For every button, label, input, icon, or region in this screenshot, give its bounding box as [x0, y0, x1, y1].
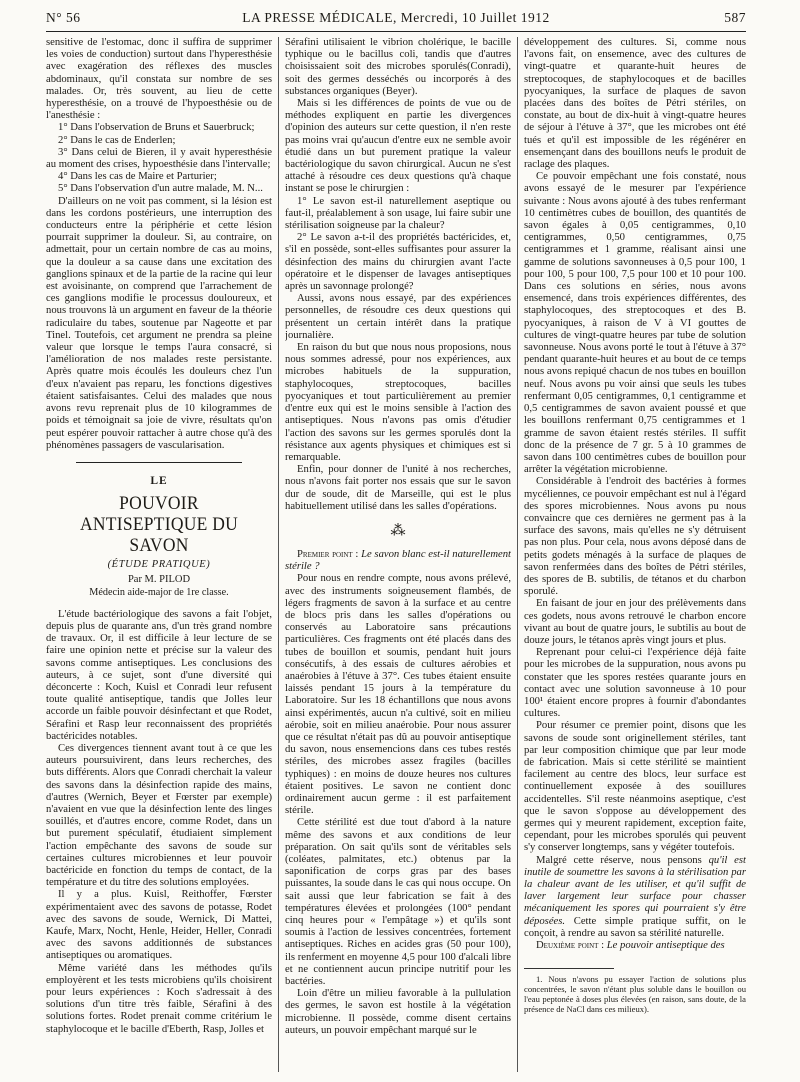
question-item: 1° Le savon est-il naturellement aseptique ou faut-il, préalablement à son usage, lui faire subir une stérilisation soigneuse par la chaleur?	[285, 195, 511, 232]
section-label: Premier point :	[297, 548, 359, 560]
section-heading	[285, 549, 511, 573]
paragraph: Ces divergences tiennent avant tout à ce que les auteurs poursuivirent, dans leurs recherches, des buts différents. Alors que Conradi cherchait la valeur des savons dans la désinfection rapide des mains, d'autres (Wernich, Beyer et Fœrster par exemple) n'avaient en vue que la désinfection lente des linges souillés, et d'autres encore, comme Rodet, dans un but purement spéculatif, étudiaient simplement l'action empêchante des savons de soude sur certaines cultures microbiennes et leur pouvoir bactéricide en fonction du temps de contact, de la température et du titre des solutions employées.	[46, 742, 272, 889]
paragraph: sensitive de l'estomac, donc il suffira de supprimer les voies de conduction) surtout dans l'hyperesthésie avec exagération des réflexes des muscles abdominaux, qu'il constata sur nombre de ses malades. Or, très souvent, au lieu de cette hyperesthésie, on a trouvé de l'hypoesthésie ou de l'anesthésie :	[46, 37, 272, 122]
column-divider	[517, 37, 518, 1072]
paragraph: L'étude bactériologique des savons a fait l'objet, depuis plus de quarante ans, d'un très grand nombre de travaux. Or, il est difficile à leur lecture de se faire une opinion nette et précise sur la valeur des savons comme antiseptiques. Les conclusions des auteurs, à ce sujet, sont d'une diversité qui déconcerte : Koch, Kuisl et Conradi leur refusent toute qualité antiseptique, tandis que Jolles leur accorde un faible pouvoir désinfectant et que Rodet, Sérafini et Rasp leur reconnaissent des propriétés bactéricides notables.	[46, 608, 272, 742]
paragraph: Il y a plus. Kuisl, Reithoffer, Fœrster expérimentaient avec des savons de potasse, Rodet avec des savons de soude, Wernick, Di Mattei, Kaufe, Marx, Nocht, Henle, Heider, Heller, Conradi avec des savons additionnés de substances antiseptiques ou aromatiques.	[46, 889, 272, 962]
paragraph-text: Cette simple pratique suffit, on le conçoit, à rendre au savon sa stérilité naturelle.	[524, 915, 746, 939]
paragraph-emphasis: qu'il est inutile de soumettre les savons à la stérilisation par la chaleur avant de les utiliser, et qu'il suffit de laver largement leur surface pour chasser mécaniquement les spores qui pourraient s'y être déposées.	[524, 854, 746, 927]
section-title: Le pouvoir antiseptique des	[606, 940, 725, 952]
paragraph: Pour résumer ce premier point, disons que les savons de soude sont originellement stériles, tant par leur composition chimique que par leur mode de fabrication. Mais si cette stérilité se maintient facilement au centre des blocs, leur surface est continuellement exposée à des souillures accidentelles. S'il reste néanmoins aseptique, c'est que le savon s'oppose au développement des germes qui y meurent rapidement, exception faite, cependant, pour les microbes sporulés qui peuvent s'y conserver longtemps, sans y végéter toutefois.	[524, 720, 746, 854]
paragraph: Enfin, pour donner de l'unité à nos recherches, nous n'avons fait porter nos essais que sur le savon dur de soude, dit de Marseille, qui est le plus habituellement utilisé dans les salles d'opérations.	[285, 464, 511, 512]
page-number: 587	[724, 10, 746, 25]
paragraph: développement des cultures. Si, comme nous l'avons fait, on ensemence, avec des cultures de vingt-quatre et quarante-huit heures de streptocoques, de staphylocoques et de bacilles pyocyaniques, la surface de plaques de savon placées dans des boîtes de Pétri stériles, on constate, au bout de dix-huit à vingt-quatre heures de séjour à l'étuve à 37°, que les microbes ont été tués et qu'il est impossible de les régénérer en ensemençant dans des bouillons neufs le produit de raclage des plaques.	[524, 37, 746, 171]
paragraph: En faisant de jour en jour des prélèvements dans ces godets, nous avons retrouvé le charbon encore vivant au bout de quatre jours, le subtilis au bout de douze jours, le tétanos après vingt jours et plus.	[524, 598, 746, 646]
paragraph: Considérable à l'endroit des bactéries à formes mycéliennes, ce pouvoir empêchant est nul à l'égard des spores microbiennes. Nous avons pu nous convaincre que ces dernières ne germent pas à la surface des savons, mais qu'elles ne s'y détruisent pas non plus. Pour cela, nous avons déposé dans de petits godets ménagés à la surface de plaques de savon renfermées dans des boîtes de Pétri stériles, des spores de B. subtilis, de tétanos et du charbon sporulé.	[524, 476, 746, 598]
article-label: LE	[150, 474, 168, 487]
question-item: 2° Le savon a-t-il des propriétés bactéricides, et, s'il en possède, sont-elles suffisantes pour assurer la désinfection des mains du chirurgien avant l'acte opératoire et le dispenser de lavages antiseptiques après un savonnage prolongé?	[285, 232, 511, 293]
paragraph: Ce pouvoir empêchant une fois constaté, nous avons essayé de le mesurer par l'expérience suivante : Nous avons ajouté à des tubes renfermant 10 centimètres cubes de bouillon, des quantités de savon égales à 0,05 centigrammes, 0,10 centigrammes, 0,50 centigrammes, 0,75 centigrammes et 1 gramme, réalisant ainsi une gamme de solutions savonneuses à 0,5 pour 100, 1 pour 100, 5 pour 100, 7,5 pour 100 et 10 pour 100. Dans ces solutions en séries, nous avons ensemencé, dans trois expériences différentes, des staphylocoques, des streptocoques et des B. pyocyaniques, à raison de V à VI gouttes de cultures de vingt-quatre heures par tube de solution savonneuse. Nous avons porté le tout à l'étuve à 37° pendant quarante-huit heures et au bout de ce temps nous avons repiqué chacun de nos tubes en bouillon neuf. Nous avons pu voir ainsi que seuls les tubes renfermant 0,05 centigrammes, 0,1 centigramme et 0,5 centigrammes de savon avaient poussé et que les bouillons renfermant 0,75 centigrammes et 1 gramme de savon étaient restés stériles. Il suffit donc de la présence de 7 gr. 5 à 10 grammes de savon dans 100 centimètres cubes de bouillon pour arrêter la végétation microbienne.	[524, 171, 746, 476]
footnote: 1. Nous n'avons pu essayer l'action de solutions plus concentrées, le savon n'étant plus soluble dans le bouillon ou l'eau peptonée à doses plus élevées (en raison, sans doute, de la présence de NaCl dans ces milieux).	[524, 974, 746, 1015]
article-title: POUVOIR ANTISEPTIQUE DU SAVON	[79, 493, 239, 557]
article-affiliation: Médecin aide-major de 1re classe.	[89, 586, 229, 598]
section-heading	[524, 940, 746, 952]
running-head	[46, 10, 746, 30]
footnote-rule	[524, 968, 614, 969]
column-divider	[278, 37, 279, 1072]
paragraph: Pour nous en rendre compte, nous avons prélevé, avec des instruments soigneusement flambés, de légers fragments de savon à la surface et au centre de blocs pris dans les salles d'opérations ou conservés au Laboratoire sans précautions particulières. Ces fragments ont été placés dans des tubes de bouillon et soumis, pendant huit jours consécutifs, à des essais de cultures aérobies et anaérobies à l'étuve à 37°. Ces tubes étaient ensuite laissés pendant 15 jours à la température du Laboratoire. Sur les 18 échantillons que nous avons ainsi expérimentés, aucun n'a cultivé, soit en milieu aérobie, soit en milieu anaérobie. Pour nous assurer que ce résultat n'était pas dû au pouvoir antiseptique du savon, nous ensemencions dans ces tubes restés stériles, des microbes assez fragiles (bacilles typhiques) : en moins de douze heures nos cultures étaient positives. Le savon ne contient donc ordinairement aucun germe : il est parfaitement stérile.	[285, 573, 511, 817]
section-title: Le savon blanc est-il naturellement stérile ?	[285, 548, 511, 573]
list-item: 4° Dans les cas de Maire et Parturier;	[58, 171, 217, 183]
asterism-separator: ⁂	[390, 522, 406, 539]
section-label: Deuxième point :	[536, 940, 605, 952]
journal-title: LA PRESSE MÉDICALE, Mercredi, 10 Juillet 1912	[242, 10, 550, 25]
paragraph	[524, 855, 746, 940]
paragraph: Cette stérilité est due tout d'abord à la nature même des savons et aux conditions de leur préparation. On sait qu'ils sont de véritables sels (coléates, palmitates, etc.) obtenus par la saponification de corps gras par des bases puissantes, la soude dans le cas qui nous occupe. On sait aussi que leur fabrication se fait à des températures élevées et prolongées (100° pendant cinq heures pour « l'empâtage ») et qu'ils sont soumis à l'action de lessives concentrées, fortement antiseptiques. Riches en acides gras (50 pour 100), ils renferment en moyenne 4,5 pour 100 d'alcali libre et ne contiennent aucun principe nutritif pour les bactéries.	[285, 817, 511, 988]
paragraph: Sérafini utilisaient le vibrion cholérique, le bacille typhique ou le bacillus coli, tandis que d'autres choisissaient soit des microbes sporulés(Conradi), soit des germes desséchés ou incorporés à des substances organiques (Beyer).	[285, 37, 511, 97]
column-1	[46, 37, 272, 1075]
issue-number: N° 56	[46, 10, 81, 25]
article-author: Par M. PILOD	[127, 574, 191, 586]
list-item: 2° Dans le cas de Enderlen;	[58, 134, 176, 146]
paragraph-text: Malgré cette réserve, nous pensons	[536, 854, 709, 866]
article-separator	[76, 462, 242, 463]
paragraph: En raison du but que nous nous proposions, nous nous sommes adressé, pour nos expériences, aux microbes habituels de la suppuration, staphylocoques, streptocoques, bacilles pyocyaniques et tout particulièrement au premier d'entre eux qui est le moins sensible à l'action des antiseptiques. Nous n'avons pas omis d'étudier l'action des savons sur les germes sporulés dont la résistance aux agents physiques et chimiques est si remarquable.	[285, 342, 511, 463]
paragraph: Aussi, avons nous essayé, par des expériences personnelles, de résoudre ces deux questions qui présentent un certain intérêt dans la pratique journalière.	[285, 293, 511, 341]
header-rule	[46, 31, 746, 32]
paragraph: Même variété dans les méthodes qu'ils employèrent et les tests microbiens qu'ils choisirent pour leurs expériences : Koch s'adressait à des solutions d'un titre très faible, Sérafini à des solutions fortes. Rodet prenait comme critérium le staphylocoque et le bacille d'Eberth, Rasp, Jolles et	[46, 962, 272, 1035]
list-item: 5° Dans l'observation d'un autre malade, M. N...	[58, 183, 263, 195]
paragraph: D'ailleurs on ne voit pas comment, si la lésion est dans les cordons postérieurs, une interruption des conducteurs entre la périphérie et cette lésion pourrait supprimer la douleur. Si, au contraire, on admettait, pour un certain nombre de cas au moins, que la douleur a sa cause dans une excitation des ganglions spinaux et de la partie de la racine qui leur est avoisinante, on comprend que l'arrachement de ces ganglions modifie le processus douloureux, et nous trouvons là un argument en faveur de la théorie radiculaire du tabes, soutenue par Nageotte et par Tinel. Toutefois, cet argument ne prendra sa pleine valeur que lorsque le temps l'aura consacré, si l'amélioration de nos malades reste persistante. Après quatre mois écoulés les douleurs chez l'un d'eux n'avaient pas reparu, les fonctions digestives étaient satisfaisantes. Celui des malades que nous avons revu reprenait plus de 10 kilogrammes de poids et témoignait sa joie de vivre, résultats qu'on peut espérer pouvoir rattacher à autre chose qu'à des phénomènes passagers de vascularisation.	[46, 195, 272, 451]
paragraph: Loin d'être un milieu favorable à la pullulation des germes, le savon est hostile à la végétation microbienne. Il possède, comme disent certains auteurs, un pouvoir empêchant marqué sur le	[285, 988, 511, 1036]
list-item: 3° Dans celui de Bieren, il y avait hyperesthésie au moment des crises, hypoesthésie dans l'intervalle;	[46, 146, 272, 171]
paragraph: Reprenant pour celui-ci l'expérience déjà faite pour les microbes de la suppuration, nous avons pu constater que les spores restées quarante jours en contact avec une solution savonneuse à 10 pour 100¹ étaient encore propres à fournir d'abondantes cultures.	[524, 647, 746, 720]
column-3	[524, 37, 746, 1075]
paragraph: Mais si les différences de points de vue ou de méthodes expliquent en partie les divergences d'opinion des auteurs sur cette question, il n'en reste pas moins vrai qu'aucun d'entre eux ne semble avoir étudié dans un but purement pratique la valeur bactériologique du savon chirurgical. Aucun ne s'est attaché à résoudre ces deux questions qu'à chaque instant se pose le chirurgien :	[285, 98, 511, 195]
list-item: 1° Dans l'observation de Bruns et Sauerbruck;	[58, 122, 255, 134]
article-subtitle: (ÉTUDE PRATIQUE)	[107, 559, 211, 571]
column-2	[285, 37, 511, 1075]
